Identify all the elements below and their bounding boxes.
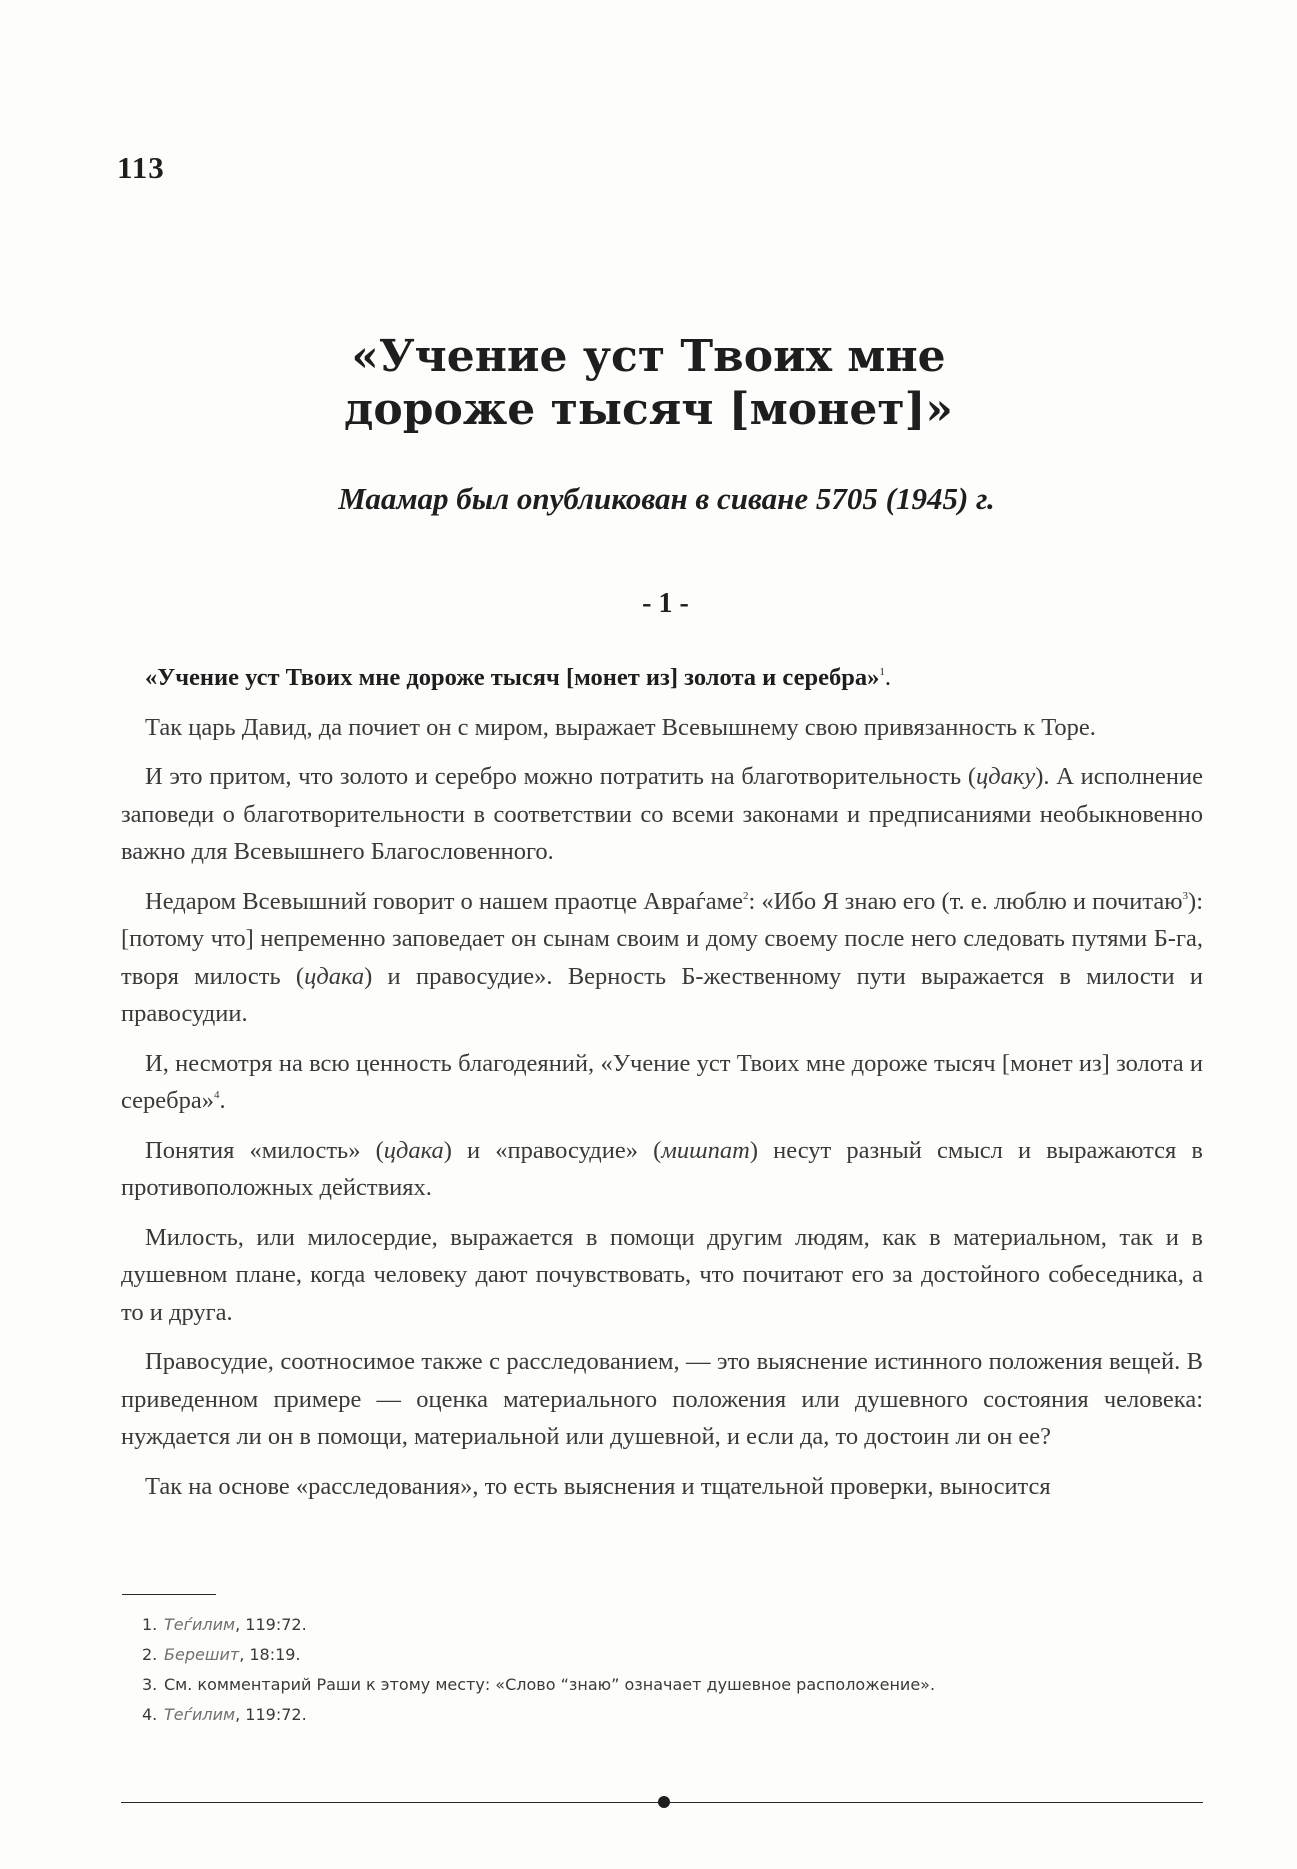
footnote-marker: 2 [742,889,749,902]
text-run: И, несмотря на всю ценность благодеяний, «Учение уст Твоих мне дороже тысяч [монет из] золота и серебра» [121,1049,1203,1114]
body-paragraph [121,758,1203,871]
text-run: ): [потому что] непременно заповедает он сынам своим и дому своему после него следовать путями Б-га, творя милость ( [121,887,1203,990]
chapter-title-line-1: «Учение уст Твоих мне [351,331,946,382]
italic-term: цдака [304,962,365,990]
text-run: Понятия «милость» ( [145,1136,384,1164]
footnote-reference: См. комментарий Раши к этому месту: «Слово “знаю” означает душевное расположение». [164,1675,936,1694]
footnotes [142,1610,1202,1730]
text-run: И это притом, что золото и серебро можно потратить на благотворительность ( [145,763,977,790]
footnote [142,1670,1202,1700]
epigraph-paragraph [121,659,1203,697]
text-run: . [884,664,891,691]
text-run: ) несут разный смысл и выражаются в противоположных действиях. [121,1136,1204,1201]
body-paragraph [121,1132,1203,1207]
publication-note: Маамар был опубликован в сиване 5705 (1945) г. [338,481,995,516]
footnote-reference: , 119:72. [235,1615,307,1634]
footnote-source: Теѓилим [164,1705,236,1724]
body-paragraph [121,1045,1203,1120]
text-run: ). А исполнение заповеди о благотворительности в соответствии со всеми законами и предписаниями необыкновенно важно для Всевышнего Благословенного. [121,763,1203,865]
footnote [142,1640,1202,1670]
italic-term: цдаку [976,763,1036,790]
text-run: . [219,1087,226,1114]
footnote-source: Берешит [164,1645,240,1664]
italic-term: цдака [383,1136,444,1164]
body-paragraph [121,883,1203,1033]
footnote-marker: 1 [879,666,885,679]
footnote [142,1700,1202,1730]
footnote-marker: 4 [214,1089,220,1102]
footnote-reference: , 18:19. [239,1645,301,1664]
body-paragraph [121,1468,1203,1506]
footnote-separator [122,1594,216,1595]
text-run: Милость, или милосердие, выражается в помощи другим людям, как в материальном, так и в душевном плане, когда человеку дают почувствовать, что почитают его за достойного собеседника, а то и друга. [121,1223,1203,1326]
footnote-number: 3. [142,1675,158,1694]
footnote-number: 2. [142,1645,158,1664]
page-bottom-ornament-dot [658,1796,670,1808]
body-paragraph [121,1219,1203,1332]
footnote-number: 1. [142,1615,158,1634]
bold-text: «Учение уст Твоих мне дороже тысяч [монет из] золота и серебра» [145,664,880,691]
text-run: Недаром Всевышний говорит о нашем праотце Авраѓаме [145,887,743,915]
text-run: Так царь Давид, да почиет он с миром, выражает Всевышнему свою привязанность к Торе. [145,713,1096,741]
text-run: ) и правосудие». Верность Б-жественному пути выражается в милости и правосудии. [121,962,1203,1027]
chapter-title [0,330,1297,436]
footnote-marker: 3 [1182,889,1189,902]
footnote-source: Теѓилим [164,1615,236,1634]
body-paragraph [121,709,1203,747]
footnote-reference: , 119:72. [235,1705,307,1724]
body-text [121,659,1203,1517]
footnote-number: 4. [142,1705,158,1724]
page-number: 113 [117,150,165,185]
text-run: ) и «правосудие» ( [443,1136,662,1164]
text-run: Правосудие, соотносимое также с расследованием, — это выяснение истинного положения вещей. В приведенном примере — оценка материального положения или душевного состояния человека: нуждается ли он в помощи, материальной или душевной, и если да, то достоин ли он ее? [121,1348,1203,1450]
text-run: : «Ибо Я знаю его (т. е. люблю и почитаю [748,887,1183,915]
italic-term: мишпат [661,1136,750,1164]
body-paragraph [121,1343,1203,1456]
chapter-title-line-2: дороже тысяч [монет]» [344,384,953,435]
section-number: - 1 - [642,588,689,619]
text-run: Так на основе «расследования», то есть выяснения и тщательной проверки, выносится [145,1472,1051,1500]
footnote [142,1610,1202,1640]
